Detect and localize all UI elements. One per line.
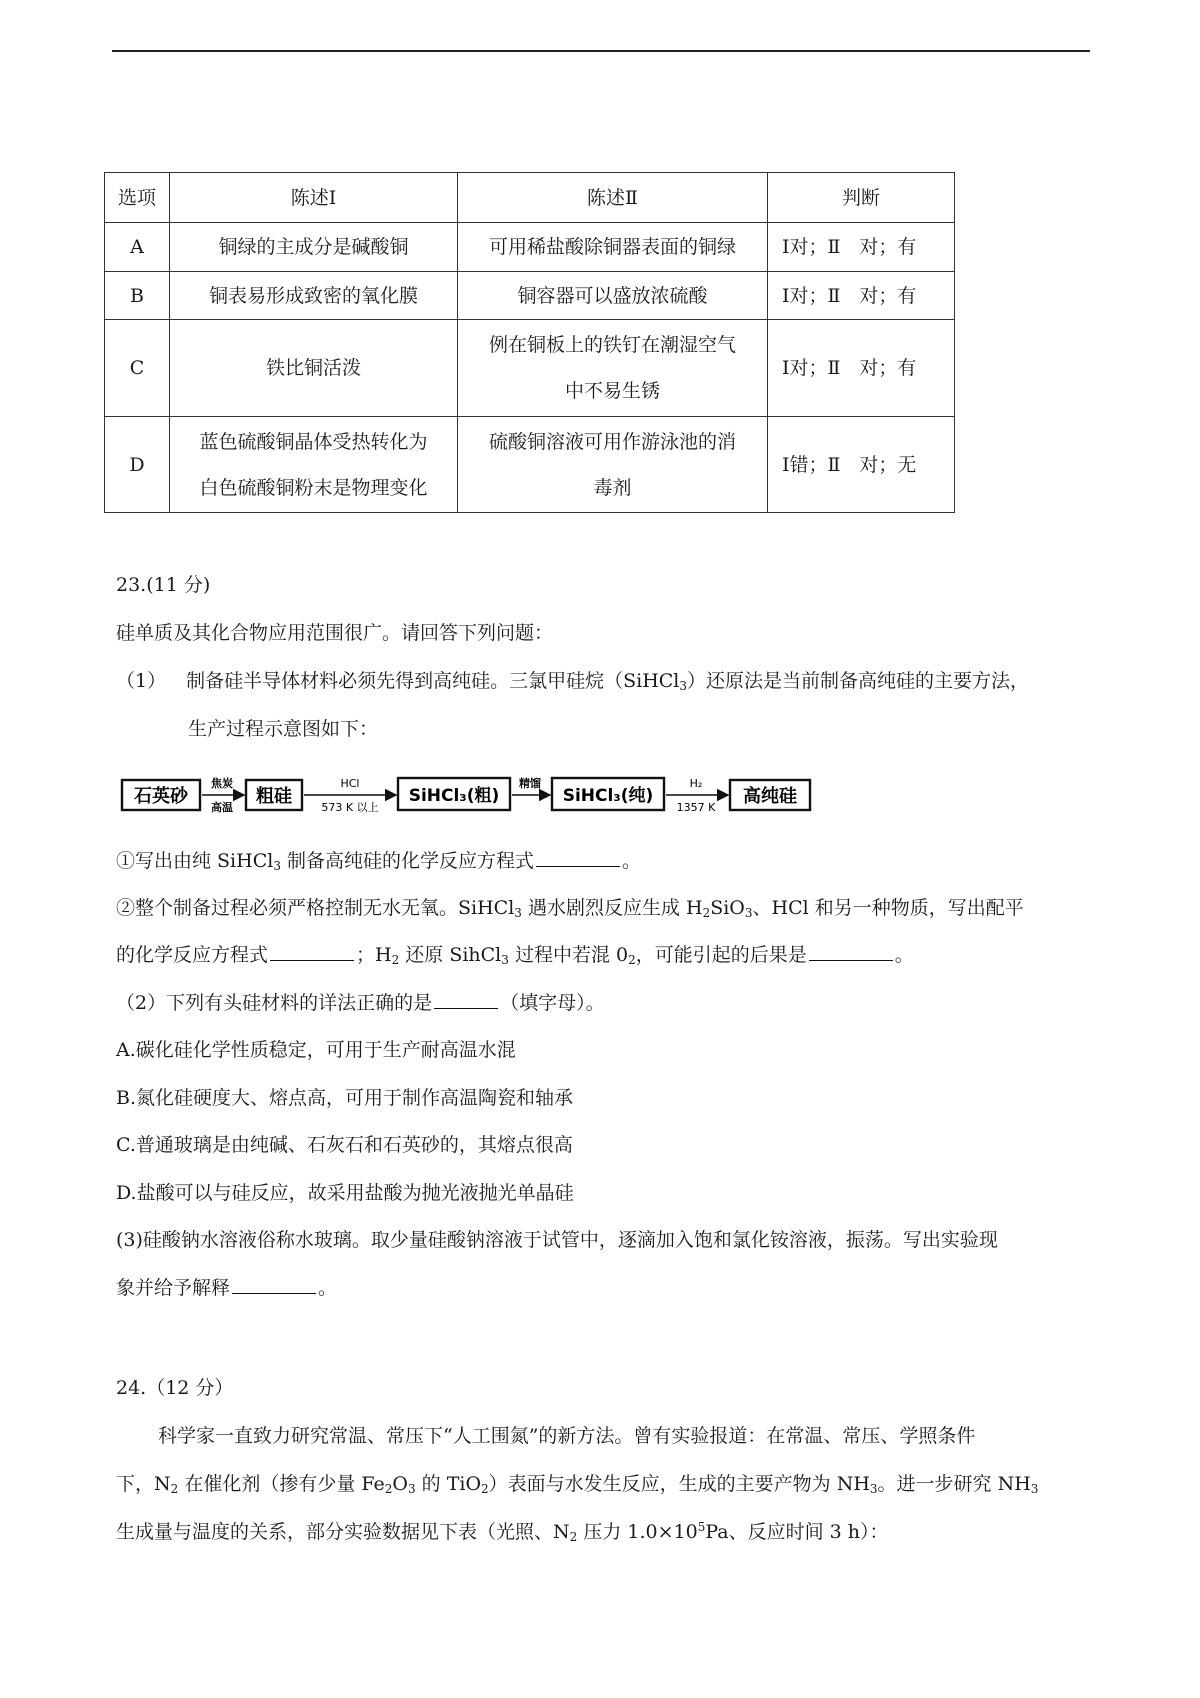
q23-part1-line2: 生产过程示意图如下： — [188, 718, 379, 740]
q23-sub1 — [116, 846, 641, 873]
text: 在催化剂（掺有少量 Fe — [178, 1473, 385, 1495]
table-header-row — [105, 173, 955, 223]
text: （2）下列有头硅材料的详法正确的是 — [116, 992, 433, 1014]
answer-blank — [536, 850, 620, 867]
option-label: A — [105, 223, 170, 272]
judgment: Ⅰ对；Ⅱ 对；有 — [768, 320, 955, 417]
text: 。进一步研究 NH — [877, 1473, 1031, 1495]
text: 压力 1.0×10 — [577, 1521, 698, 1543]
text: 过程中若混 0 — [508, 944, 629, 966]
flow-box-label: 石英砂 — [134, 786, 188, 807]
answer-blank — [270, 944, 354, 961]
flow-arrow-label: H₂ — [689, 777, 703, 790]
options-table — [104, 172, 955, 513]
subscript: 3 — [501, 953, 509, 967]
text: SiO — [710, 897, 745, 919]
statement-1 — [170, 417, 458, 513]
statement-2 — [458, 417, 768, 513]
text: ；H — [356, 944, 392, 966]
subscript: 2 — [569, 1530, 578, 1544]
table-row — [105, 320, 955, 417]
table-row — [105, 223, 955, 272]
subscript: 3 — [514, 906, 522, 920]
flow-arrow-label: HCl — [340, 777, 360, 790]
flow-box-crude-sihcl3 — [398, 778, 510, 810]
text: 象并给予解释 — [116, 1277, 231, 1299]
statement-1: 铜表易形成致密的氧化膜 — [170, 272, 458, 320]
q24-line2 — [116, 1469, 1038, 1496]
option-c: C.普通玻璃是由纯碱、石灰石和石英砂的，其熔点很高 — [116, 1134, 573, 1156]
q23-heading: 23.(11 分) — [116, 574, 211, 596]
silicon-process-flowchart — [120, 770, 850, 820]
text: ）表面与水发生反应，生成的主要产物为 NH — [488, 1473, 870, 1495]
q23-intro: 硅单质及其化合物应用范围很广。请回答下列问题： — [116, 622, 554, 644]
answer-blank — [232, 1277, 316, 1294]
q24-heading: 24.（12 分） — [116, 1377, 234, 1399]
subscript: 2 — [391, 953, 400, 967]
q23-part1 — [116, 666, 1029, 693]
q23-sub2-line2 — [116, 940, 914, 967]
q23-part3-line2 — [116, 1273, 337, 1300]
q23-sub2 — [116, 893, 1024, 920]
text: ）还原法是当前制备高纯硅的主要方法， — [687, 670, 1030, 692]
statement-2: 铜容器可以盛放浓硫酸 — [458, 272, 768, 320]
flow-box-label: SiHCl₃(纯) — [562, 786, 654, 806]
subscript: 2 — [384, 1482, 393, 1496]
q24-line3 — [116, 1517, 889, 1544]
statement-2-line: 例在铜板上的铁钉在潮湿空气 — [488, 334, 736, 356]
text: 还原 SihCl — [399, 944, 502, 966]
subscript: 2 — [702, 906, 711, 920]
flow-arrow-label: 高温 — [211, 801, 233, 814]
judgment: Ⅰ对；Ⅱ 对；有 — [768, 223, 955, 272]
flow-box-label: SiHCl₃(粗) — [408, 786, 500, 806]
flow-box-high-purity-silicon — [730, 780, 810, 810]
text: ②整个制备过程必须严格控制无水无氧。SiHCl — [116, 897, 515, 919]
statement-2-line: 中不易生锈 — [564, 380, 660, 402]
subscript: 2 — [170, 1482, 179, 1496]
flow-arrow-label: 573 K 以上 — [321, 801, 379, 814]
statement-1: 铁比铜活泼 — [170, 320, 458, 417]
header-judgment: 判断 — [768, 173, 955, 223]
q23-part2 — [116, 988, 605, 1015]
text: Pa、反应时间 3 h）： — [705, 1521, 889, 1543]
header-statement-2: 陈述Ⅱ — [458, 173, 768, 223]
header-option: 选项 — [105, 173, 170, 223]
text: 。 — [318, 1277, 338, 1299]
header-rule — [112, 50, 1090, 52]
table-row — [105, 417, 955, 513]
text: 制备高纯硅的化学反应方程式 — [280, 850, 535, 872]
flow-box-label: 高纯硅 — [743, 786, 797, 807]
text: 的化学反应方程式 — [116, 944, 269, 966]
superscript: 5 — [697, 1520, 706, 1534]
subscript: 3 — [1030, 1482, 1039, 1496]
flow-box-label: 粗硅 — [256, 786, 292, 807]
subscript: 3 — [744, 906, 753, 920]
judgment: Ⅰ错；Ⅱ 对；无 — [768, 417, 955, 513]
subscript: 3 — [869, 1482, 878, 1496]
option-a: A.碳化硅化学性质稳定，可用于生产耐高温水混 — [116, 1039, 516, 1061]
table-row — [105, 272, 955, 320]
option-label: B — [105, 272, 170, 320]
text: 的 TiO — [415, 1473, 482, 1495]
text: （填字母）。 — [500, 992, 605, 1014]
subscript: 2 — [628, 953, 636, 967]
statement-2 — [458, 320, 768, 417]
subscript: 3 — [407, 1482, 416, 1496]
answer-blank — [434, 992, 498, 1009]
statement-2-line: 毒剂 — [593, 476, 632, 499]
text: 制备硅半导体材料必须先得到高纯硅。三氯甲硅烷（SiHCl — [186, 670, 680, 692]
answer-blank — [809, 944, 893, 961]
judgment: Ⅰ对；Ⅱ 对；有 — [768, 272, 955, 320]
text: 。 — [894, 944, 914, 966]
option-label: C — [105, 320, 170, 417]
text: ，可能引起的后果是 — [635, 944, 807, 966]
flow-arrow-label: 1357 K — [676, 801, 716, 814]
flow-box-quartz-sand — [122, 780, 200, 810]
flow-box-pure-sihcl3 — [552, 778, 664, 810]
option-label: D — [105, 417, 170, 513]
header-statement-1: 陈述Ⅰ — [170, 173, 458, 223]
statement-1: 铜绿的主成分是碱酸铜 — [170, 223, 458, 272]
flow-arrow-label: 精馏 — [519, 777, 541, 790]
q23-part3: (3)硅酸钠水溶液俗称水玻璃。取少量硅酸钠溶液于试管中，逐滴加入饱和氯化铵溶液，振荡。写出实验现 — [116, 1229, 998, 1251]
text: 下，N — [116, 1473, 171, 1495]
subscript: 3 — [273, 859, 281, 873]
option-b: B.氮化硅硬度大、熔点高，可用于制作高温陶瓷和轴承 — [116, 1087, 574, 1109]
text: 、HCl 和另一种物质，写出配平 — [752, 897, 1024, 919]
text: 。 — [622, 850, 642, 872]
text: 生成量与温度的关系，部分实验数据见下表（光照、N — [116, 1521, 570, 1543]
flow-arrow-label: 焦炭 — [211, 777, 233, 790]
flow-box-crude-silicon — [246, 780, 302, 810]
option-d: D.盐酸可以与硅反应，故采用盐酸为抛光液抛光单晶硅 — [116, 1182, 574, 1204]
statement-1-line: 白色硫酸铜粉末是物理变化 — [199, 476, 428, 499]
text: ①写出由纯 SiHCl — [116, 850, 274, 872]
text: O — [392, 1473, 408, 1495]
q24-line1: 科学家一直致力研究常温、常压下“人工围氮”的新方法。曾有实验报道：在常温、常压、学照条件 — [158, 1425, 976, 1447]
subscript: 3 — [679, 679, 688, 693]
statement-2: 可用稀盐酸除铜器表面的铜绿 — [458, 223, 768, 272]
text: 遇水剧烈反应生成 H — [521, 897, 703, 919]
part-number: （1） — [116, 670, 167, 692]
statement-1-line: 蓝色硫酸铜晶体受热转化为 — [199, 430, 428, 453]
statement-2-line: 硫酸铜溶液可用作游泳池的消 — [488, 430, 736, 453]
subscript: 2 — [481, 1482, 489, 1496]
